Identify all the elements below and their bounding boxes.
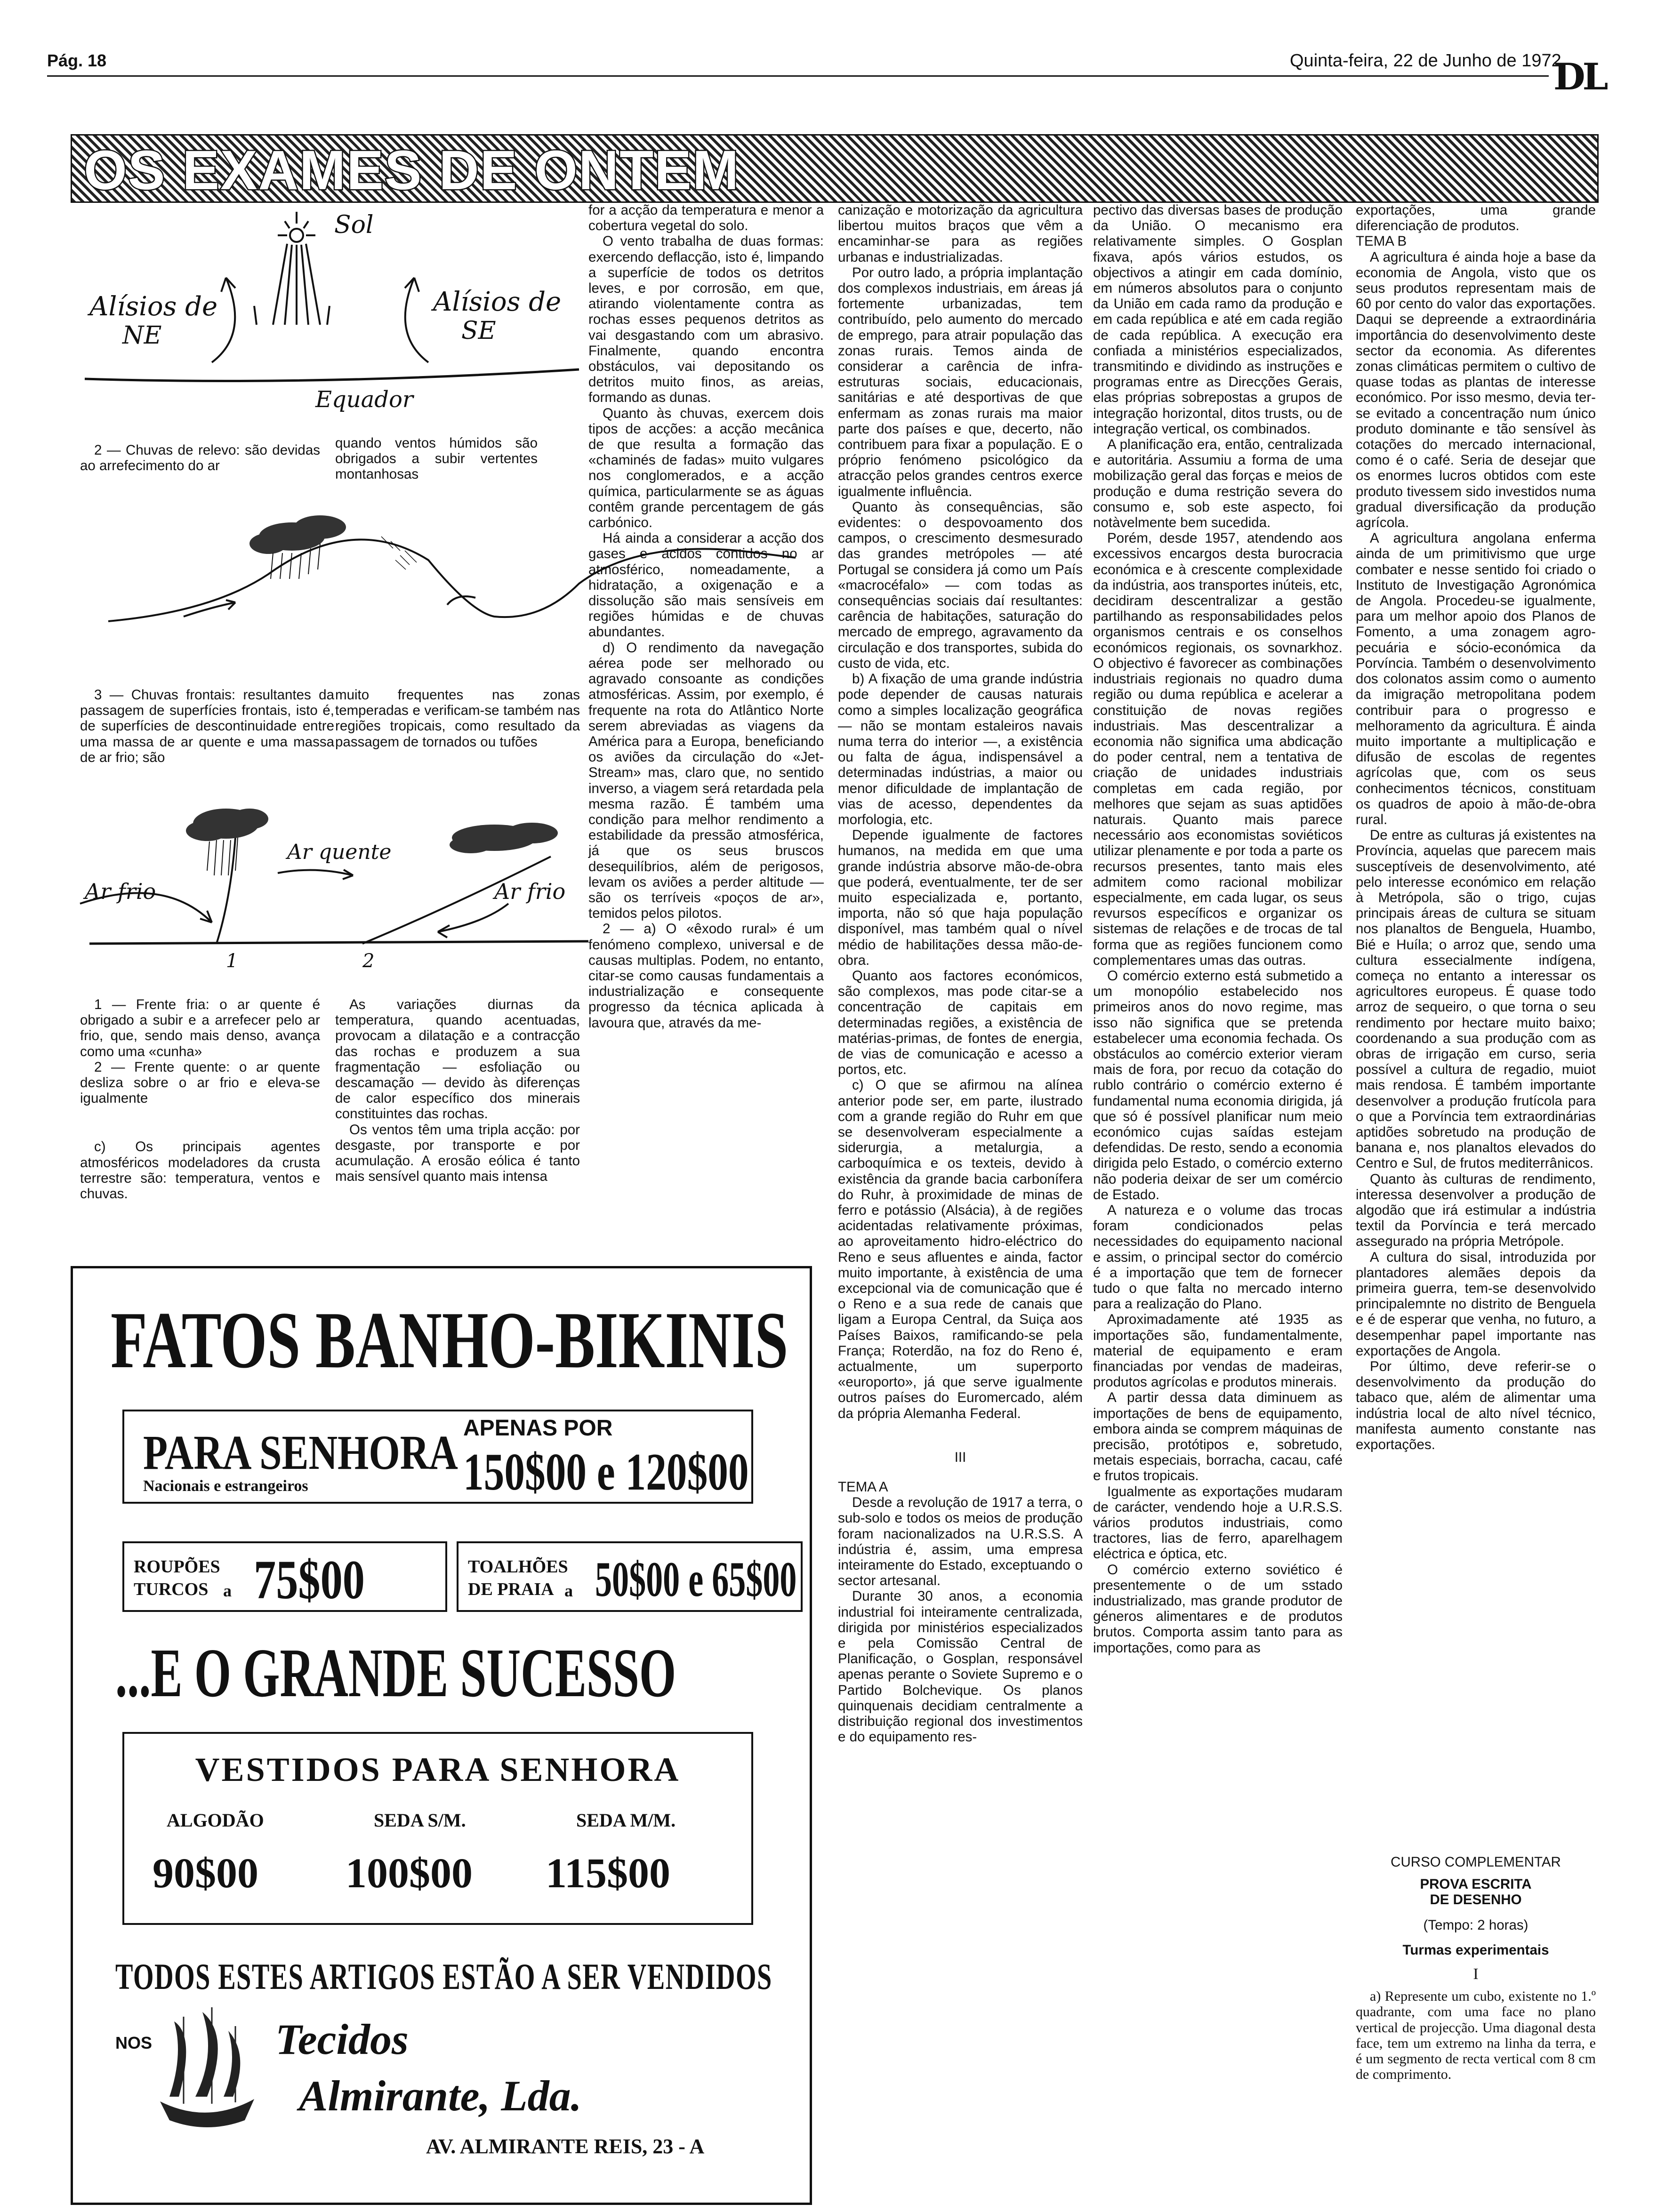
label-sol: Sol (334, 211, 374, 239)
ad-price-1: 150$00 e 120$00 (463, 1443, 749, 1501)
ad-todos-estes: TODOS ESTES ARTIGOS ESTÃO A SER VENDIDOS (115, 1956, 772, 1997)
ad-box-roupoes (122, 1541, 447, 1612)
exam-time: (Tempo: 2 horas) (1423, 1917, 1528, 1933)
ad-box-vestidos (122, 1732, 753, 1925)
fronts-figure (71, 781, 598, 979)
label-alisios-se: Alísios de (433, 287, 562, 317)
label-n1: 1 (226, 950, 238, 972)
article-column-4: canização e motorização da agricultura libertou muitos braços que vêm a encaminhar-se para as regiões urbanas e industrializadas. Por outro lado, a própria implantação dos complexos industriais, em áreas já fortemente urbanizadas, tem contribuído, pelo aumento do mercado de emprego, para atrair população das zonas rurais. Temos ainda de considerar a carência de infra-estruturas sociais, educacionais, sanitárias e até desportivas de que enfermam as zonas rurais ma maior parte dos países e que, decerto, não contribuem para fixar a população. E o próprio fenómeno psicológico da atracção pelos grandes centros exerce igualmente influência. Quanto às consequências, são evidentes: o despovoamento dos campos, o crescimento desmesurado das grandes metrópoles — até Portugal se considera já como um País «macrocéfalo» — com todas as consequências sociais daí resultantes: carência de habitações, saturação do mercado de emprego, agravamento da circulação e dos transportes, subida do custo de vida, etc. b) A fixação de uma grande indústria pode depender de causas naturais como a simples localização geográfica — não se montam estaleiros navais numa terra do interior —, a existência ou falta de água, indispensável a determinadas indústrias, a maior ou menor dificuldade de implantação de vias de acesso, dependentes da morfologia, etc. Depende igualmente de factores humanos, na medida em que uma grande indústria absorve mão-de-obra que poderá, eventualmente, ter de ser muito especializada e, portanto, importa, não só que haja população disponível, mas também qual o nível médio de habilitações dessa mão-de-obra. Quanto aos factores económicos, são complexos, mas pode citar-se a concentração de capitais em determinadas regiões, a existência de matérias-primas, de fontes de energia, de vias de comunicação e acesso a portos, etc. c) O que se afirmou na alínea anterior pode ser, em parte, ilustrado com a grande região do Ruhr em que se desenvolveram especialmente a siderurgia, a metalurgia, a carboquímica e os texteis, devido à existência da grande bacia carbonífera do Ruhr, à proximidade de minas de ferro e potássio (Alsácia), à de regiões acidentadas relativamente próximas, ao aproveitamento hidro-eléctrico do Reno e seus afluentes e ainda, factor muito importante, à existência de uma excepcional via de comunicação que é o Reno e a sua rede de canais que ligam a Europa Central, da Suiça aos Países Baixos, ramificando-se pela França; Roterdão, na foz do Reno é, actualmente, um superporto «europorto», já que serve igualmente outros países do Euromercado, além da própria Alemanha Federal. III TEMA A Desde a revolução de 1917 a terra, o sub-solo e todos os meios de produção foram nacionalizados na U.R.S.S. A indústria é, assim, uma empresa inteiramente do Estado, exceptuando o sector artesanal. Durante 30 anos, a economia industrial foi inteiramente centralizada, dirigida por ministérios especializados e pela Comissão Central de Planificação, o Gosplan, responsável apenas perante o Soviete Supremo e o Partido Bolchevique. Os planos quinquenais decidiam centralmente a distribuição regional dos investimentos e do equipamento res- (838, 202, 1083, 1745)
caption-frontais-left: 3 — Chuvas frontais: resultantes da passagem de superfícies frontais, isto é, de superfícies de descontinuidade entre uma massa de ar quente e uma massa de ar frio; são (80, 687, 334, 765)
label-n2: 2 (362, 950, 375, 972)
label-alisios-ne: Alísios de (89, 291, 218, 322)
ad-box-senhora (122, 1410, 753, 1504)
ad-brand-tecidos: Tecidos (275, 2015, 409, 2063)
ad-vestido-price-1: 90$00 (153, 1850, 258, 1897)
exam-roman-i: I (1473, 1965, 1479, 1983)
label-ne: NE (122, 321, 162, 350)
article-column-5: pectivo das diversas bases de produção da União. O mecanismo era relativamente simples. O Gosplan fixava, após vários estudos, os objectivos a atingir em cada domínio, em números absolutos para o conjunto da União em cada ramo da produção e em cada república e até em cada região de cada república. A execução era confiada a ministérios especializados, transmitindo e dividindo as instruções e programas entre as Direcções Gerais, elas próprias sobrepostas a grupos de integração horizontal, ditos trusts, ou de integração vertical, os combinados. A planificação era, então, centralizada e autoritária. Assumiu a forma de uma mobilização geral das forças e meios de produção e duma restrição severa do consumo e, sob este aspecto, foi notàvelmente bem sucedida. Porém, desde 1957, atendendo aos excessivos encargos desta burocracia económica e à crescente complexidade da indústria, aos transportes inúteis, etc, decidiram descentralizar a gestão partilhando as responsabilidades pelos organismos centrais e os conselhos económicos regionais, os sovnarkhoz. O objectivo é favorecer as combinações industriais regionais no quadro duma região ou duma república e acelerar a constituição de novas regiões industriais. Mas descentralizar a economia não significa uma abdicação do poder central, nem a tentativa de criação de unidades industriais completas em cada região, por melhores que sejam as suas aptidões naturais. Quanto mais parece necessário aos economistas soviéticos utilizar plenamente e por toda a parte os recursos presentes, tanto mais eles admitem como racional mobilizar especialmente, em cada lugar, os seus revursos específicos e organizar os sistemas de relações e de trocas de tal forma que as regiões funcionem como complementares umas das outras. O comércio externo está submetido a um monopólio estabelecido nos primeiros anos do novo regime, mas isso não significa que se pretenda estabelecer uma economia fechada. Os obstáculos ao comércio exterior vieram mais de fora, por recuo da cotação do rublo contrário o comércio externo é fundamental numa economia dirigida, já que só é possível planificar num meio económico cujas saídas estejam defendidas. De resto, sendo a economia dirigida pelo Estado, o comércio externo não poderia deixar de ser um comércio de Estado. A natureza e o volume das trocas foram condicionados pelas necessidades do equipamento nacional e assim, o principal sector do comércio é a importação que tem de fornecer tudo o que falta no mercado interno para a realização do Plano. Aproximadamente até 1935 as importações são, fundamentalmente, material de equipamento e eram financiadas por vendas de madeiras, produtos agrícolas e produtos minerais. A partir dessa data diminuem as importações de bens de equipamento, embora ainda se comprem máquinas de precisão, protótipos e, sobretudo, metais especiais, borracha, cacau, café e frutos tropicais. Igualmente as exportações mudaram de carácter, vendendo hoje a U.R.S.S. vários produtos industriais, como tractores, lias de ferro, aparelhagem eléctrica e óptica, etc. O comércio externo soviético é presentemente o de um sstado industrializado, mas grande produtor de géneros alimentares e de produtos brutos. Comporta assim tanto para as importações, como para as (1093, 202, 1343, 1656)
label-se: SE (461, 317, 496, 345)
ad-vestido-price-2: 100$00 (346, 1850, 473, 1897)
ad-vestidos: VESTIDOS PARA SENHORA (195, 1751, 681, 1788)
exam-title-2: DE DESENHO (1430, 1892, 1522, 1908)
caption-frentes: 1 — Frente fria: o ar quente é obrigado a subir e a arrefecer pelo ar frio, que, sendo mais denso, avança como uma «cunha» 2 — Frente quente: o ar quente desliza sobre o ar frio e eleva-se igualmente c) Os principais agentes atmosféricos modeladores da crusta terrestre são: temperatura, ventos e chuvas. (80, 997, 320, 1202)
section-roman-iii: III (954, 1449, 966, 1465)
label-ar-frio-left: Ar frio (85, 879, 156, 904)
ad-turcos: TURCOS (134, 1579, 209, 1599)
ad-a-1: a (223, 1581, 232, 1600)
label-ar-quente: Ar quente (287, 840, 392, 864)
ad-para-senhora: PARA SENHORA (143, 1426, 458, 1480)
article-column-6: exportações, uma grande diferenciação de produtos. TEMA B A agricultura é ainda hoje a base da economia de Angola, visto que os seus produtos representam mais de 60 por cento do valor das exportações. Daqui se depreende a extraordinária importância do desenvolvimento deste sector da economia. As diferentes zonas climáticas permitem o cultivo de quase todas as plantas de interesse económico. Por isso mesmo, devia ter-se evitado a concentração num único produto dominante e tão sensível às cotações do mercado internacional, como é o café. Seria de desejar que os enormes lucros obtidos com este produto tivessem sido investidos numa gradual diversificação da produção agrícola. A agricultura angolana enferma ainda de um primitivismo que urge combater e nesse sentido foi criado o Instituto de Investigação Agronómica de Angola. Procedeu-se igualmente, para um melhor apoio dos Planos de Fomento, a uma zonagem agro-pecuária e sócio-económica da Porvíncia. Também o desenvolvimento dos colonatos assim como o aumento da imigração metropolitana podem contribuir para o progresso e melhoramento da agricultura. É ainda muito importante a multiplicação e difusão de escolas de regentes agrícolas que, com os seus conhecimentos técnicos, constituam os quadros de apoio à mão-de-obra rural. De entre as culturas já existentes na Província, aquelas que parecem mais susceptíveis de desenvolvimento, até pelo interesse económico em relação à Metrópola, são o trigo, cujas principais áreas de cultura se situam nos planaltos de Benguela, Huambo, Bié e Huíla; o arroz que, sendo uma cultura essecialmente indígena, começa no entanto a interessar os agricultores europeus. É quase todo arroz de sequeiro, o que torna o seu rendimento por hectare muito baixo; coordenando a sua produção com as obras de irrigação em curso, seria possível a cultura de regadio, muiot mais rendosa. É também importante desenvolver a produção frutícola para o que a Porvíncia tem extraordinárias aptidões sobretudo na produção de banana e, nos planaltos elevados do Centro e Sul, de frutos mediterrânicos. Quanto às culturas de rendimento, interessa desenvolver a produção de algodão que irá estimular a indústria textil da Porvíncia e terá mercado assegurado na própria Metrópole. A cultura do sisal, introduzida por plantadores alemães depois da primeira guerra, tem-se desenvolvido principalemnte no distrito de Benguela e é de esperar que venha, no futuro, a desempenhar papel importante nas exportações de Angola. Por último, deve referir-se o desenvolvimento da produção do tabaco que, além de alimentar uma indústria local de alto nível técnico, manifesta aumento constante nas exportações. (1356, 202, 1596, 1453)
ad-price-3: 50$00 e 65$00 (595, 1552, 797, 1607)
ad-nos: NOS (115, 2033, 153, 2052)
label-ar-frio-right: Ar frio (494, 879, 566, 904)
ad-a-2: a (564, 1581, 573, 1600)
ad-fabric-2: SEDA S/M. (374, 1810, 466, 1831)
caption-frontais-right: muito frequentes nas zonas temperadas e verificam-se também nas regiões tropicais, como resultado da passagem de tornados ou tufões (335, 687, 580, 750)
ad-price-2: 75$00 (254, 1549, 365, 1611)
ship-logo (151, 2003, 264, 2144)
ad-toalhoes: TOALHÕES (468, 1557, 568, 1577)
caption-relevo-right: quando ventos húmidos são obrigados a subir vertentes montanhosas (335, 435, 538, 482)
ad-brand-almirante: Almirante, Lda. (299, 2072, 582, 2120)
newspaper-logo: DL (1553, 56, 1606, 98)
tema-a-heading: TEMA A (838, 1479, 888, 1495)
ad-de-praia: DE PRAIA (468, 1579, 554, 1599)
issue-date: Quinta-feira, 22 de Junho de 1972 (1290, 51, 1561, 71)
ad-fabric-1: ALGODÃO (167, 1810, 264, 1831)
exam-groups: Turmas experimentais (1402, 1942, 1549, 1958)
ad-apenas: APENAS POR (463, 1416, 613, 1441)
ad-address: AV. ALMIRANTE REIS, 23 - A (426, 2135, 705, 2158)
section-title: OS EXAMES DE ONTEM (84, 139, 740, 201)
page-number: Pág. 18 (47, 51, 107, 70)
caption-relevo-left: 2 — Chuvas de relevo: são devidas ao arrefecimento do ar (80, 442, 320, 474)
ad-vestido-price-3: 115$00 (546, 1850, 671, 1897)
exam-course: CURSO COMPLEMENTAR (1391, 1854, 1561, 1870)
ad-headline: FATOS BANHO-BIKINIS (111, 1296, 788, 1385)
trade-winds-figure (71, 207, 598, 428)
tema-b-heading: TEMA B (1356, 233, 1407, 249)
ad-nacionais: Nacionais e estrangeiros (143, 1477, 308, 1495)
exam-title-1: PROVA ESCRITA (1420, 1876, 1532, 1892)
section-banner (71, 134, 1599, 203)
header-rule (47, 75, 1549, 77)
exam-section (1356, 1854, 1596, 2082)
article-column-3: for a acção da temperatura e menor a cobertura vegetal do solo. O vento trabalha de duas formas: exercendo deflacção, isto é, limpando a superfície de todos os detritos leves, e por corrosão, em que, atirando violentamente contra as rochas esses pequenos detritos as vai desgastando com um abrasivo. Finalmente, quando encontra obstáculos, vai depositando os detritos muito finos, as areias, formando as dunas. Quanto às chuvas, exercem dois tipos de acções: a acção mecânica de que resulta a formação das «chaminés de fadas» muito vulgares nos conglomerados, e a acção química, particularmente se as águas contêm grande percentagem de gás carbónico. Há ainda a considerar a acção dos gases e ácidos contidos no ar atmosférico, nomeadamente, a hidratação, a oxigenação e a dissolução são mais sensíveis em regiões húmidas e de chuvas abundantes. d) O rendimento da navegação aérea pode ser melhorado ou agravado consoante as condições atmosféricas. Assim, por exemplo, é frequente na rota do Atlântico Norte serem abreviadas as viagens da América para a Europa, beneficiando os aviões da circulação do «Jet-Stream» mas, claro que, no sentido inverso, a viagem será retardada pela mesma razão. É também uma condição para melhor rendimento a estabilidade da pressão atmosférica, já que os seus bruscos desequilíbrios, além de perigosos, levam os aviões a perder altitude — são os terríveis «poços de ar», temidos pelos pilotos. 2 — a) O «êxodo rural» é um fenómeno complexo, universal e de causas multiplas. Podem, no entanto, citar-se como causas fundamentais a industrialização e consequente progresso da técnica aplicada à lavoura que, através da me- (588, 202, 824, 1031)
ad-roupoes: ROUPÕES (134, 1557, 220, 1577)
ad-grande-sucesso: ...E O GRANDE SUCESSO (115, 1635, 676, 1712)
label-equador: Equador (315, 386, 413, 413)
caption-variacoes: As variações diurnas da temperatura, quando acentuadas, provocam a dilatação e a contracção das rochas e produzem a sua fragmentação — esfoliação ou descamação — devido às diferenças de calor específico dos minerais constituintes das rochas. Os ventos têm uma tripla acção: por desgaste, por transporte e por acumulação. A erosão eólica é tanto mais sensível quanto mais intensa (335, 997, 580, 1185)
ad-fabric-3: SEDA M/M. (576, 1810, 676, 1831)
advertisement (71, 1266, 812, 2205)
exam-question: a) Represente um cubo, existente no 1.º quadrante, com uma face no plano vertical de projecção. Uma diagonal desta face, tem um extremo na linha da terra, e é um segmento de recta vertical com 8 cm de comprimento. (1356, 1988, 1596, 2083)
ad-box-toalhoes (457, 1541, 803, 1612)
